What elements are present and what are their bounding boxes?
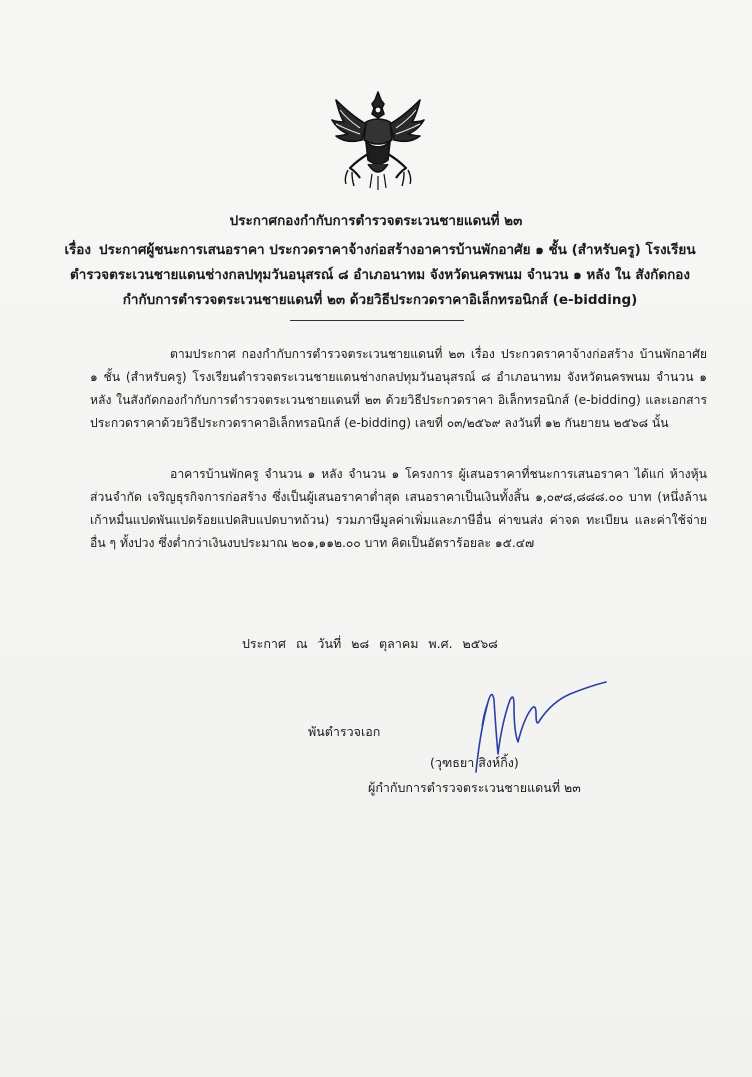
- signer-position: ผู้กำกับการตำรวจตระเวนชายแดนที่ ๒๓: [368, 780, 581, 795]
- subject-block: [60, 238, 700, 313]
- body-paragraph-1: [90, 343, 707, 435]
- subject-label: เรื่อง: [64, 242, 92, 258]
- body-paragraph-2: [90, 463, 707, 555]
- garuda-emblem-icon: [326, 88, 430, 192]
- signer-name: (วุฑธยา สิงห์กิ้ง): [430, 755, 519, 770]
- title-divider: [290, 320, 464, 321]
- signer-rank: พันตำรวจเอก: [308, 724, 381, 739]
- subject-text: ประกาศผู้ชนะการเสนอราคา ประกวดราคาจ้างก่อสร้างอาคารบ้านพักอาศัย ๑ ชั้น (สำหรับครู) โรงเรียนตำรวจตระเวนชายแดนช่างกลปทุมวันอนุสรณ์ ๘ อำเภอนาทม จังหวัดนครพนม จำนวน ๑ หลัง ใน สังกัดกองกำกับการตำรวจตระเวนชายแดนที่ ๒๓ ด้วยวิธีประกวดราคาอิเล็กทรอนิกส์ (e-bidding): [70, 242, 696, 308]
- announcement-date: ประกาศ ณ วันที่ ๒๘ ตุลาคม พ.ศ. ๒๕๖๘: [242, 636, 498, 651]
- paragraph-1-text: ตามประกาศ กองกำกับการตำรวจตระเวนชายแดนที่ ๒๓ เรื่อง ประกวดราคาจ้างก่อสร้าง บ้านพักอาศัย ๑ ชั้น (สำหรับครู) โรงเรียนตำรวจตระเวนชายแดนช่างกลปทุมวันอนุสรณ์ ๘ อำเภอนาทม จังหวัดนครพนม จำนวน ๑ หลัง ในสังกัดกองกำกับการตำรวจตระเวนชายแดนที่ ๒๓ ด้วยวิธีประกวดราคา อิเล็กทรอนิกส์ (e-bidding) และเอกสารประกวดราคาด้วยวิธีประกวดราคาอิเล็กทรอนิกส์ (e-bidding) เลขที่ ๐๓/๒๕๖๙ ลงวันที่ ๑๒ กันยายน ๒๕๖๘ นั้น: [90, 347, 707, 430]
- paragraph-2-text: อาคารบ้านพักครู จำนวน ๑ หลัง จำนวน ๑ โครงการ ผู้เสนอราคาที่ชนะการเสนอราคา ได้แก่ ห้างหุ้นส่วนจำกัด เจริญธุรกิจการก่อสร้าง ซึ่งเป็นผู้เสนอราคาต่ำสุด เสนอราคาเป็นเงินทั้งสิ้น ๑,๐๙๘,๘๘๘.๐๐ บาท (หนึ่งล้านเก้าหมื่นแปดพันแปดร้อยแปดสิบแปดบาทถ้วน) รวมภาษีมูลค่าเพิ่มและภาษีอื่น ค่าขนส่ง ค่าจด ทะเบียน และค่าใช้จ่ายอื่น ๆ ทั้งปวง ซึ่งต่ำกว่าเงินงบประมาณ ๒๐๑,๑๑๒.๐๐ บาท คิดเป็นอัตราร้อยละ ๑๕.๔๗: [90, 467, 707, 550]
- announcement-title: ประกาศกองกำกับการตำรวจตระเวนชายแดนที่ ๒๓: [229, 213, 523, 229]
